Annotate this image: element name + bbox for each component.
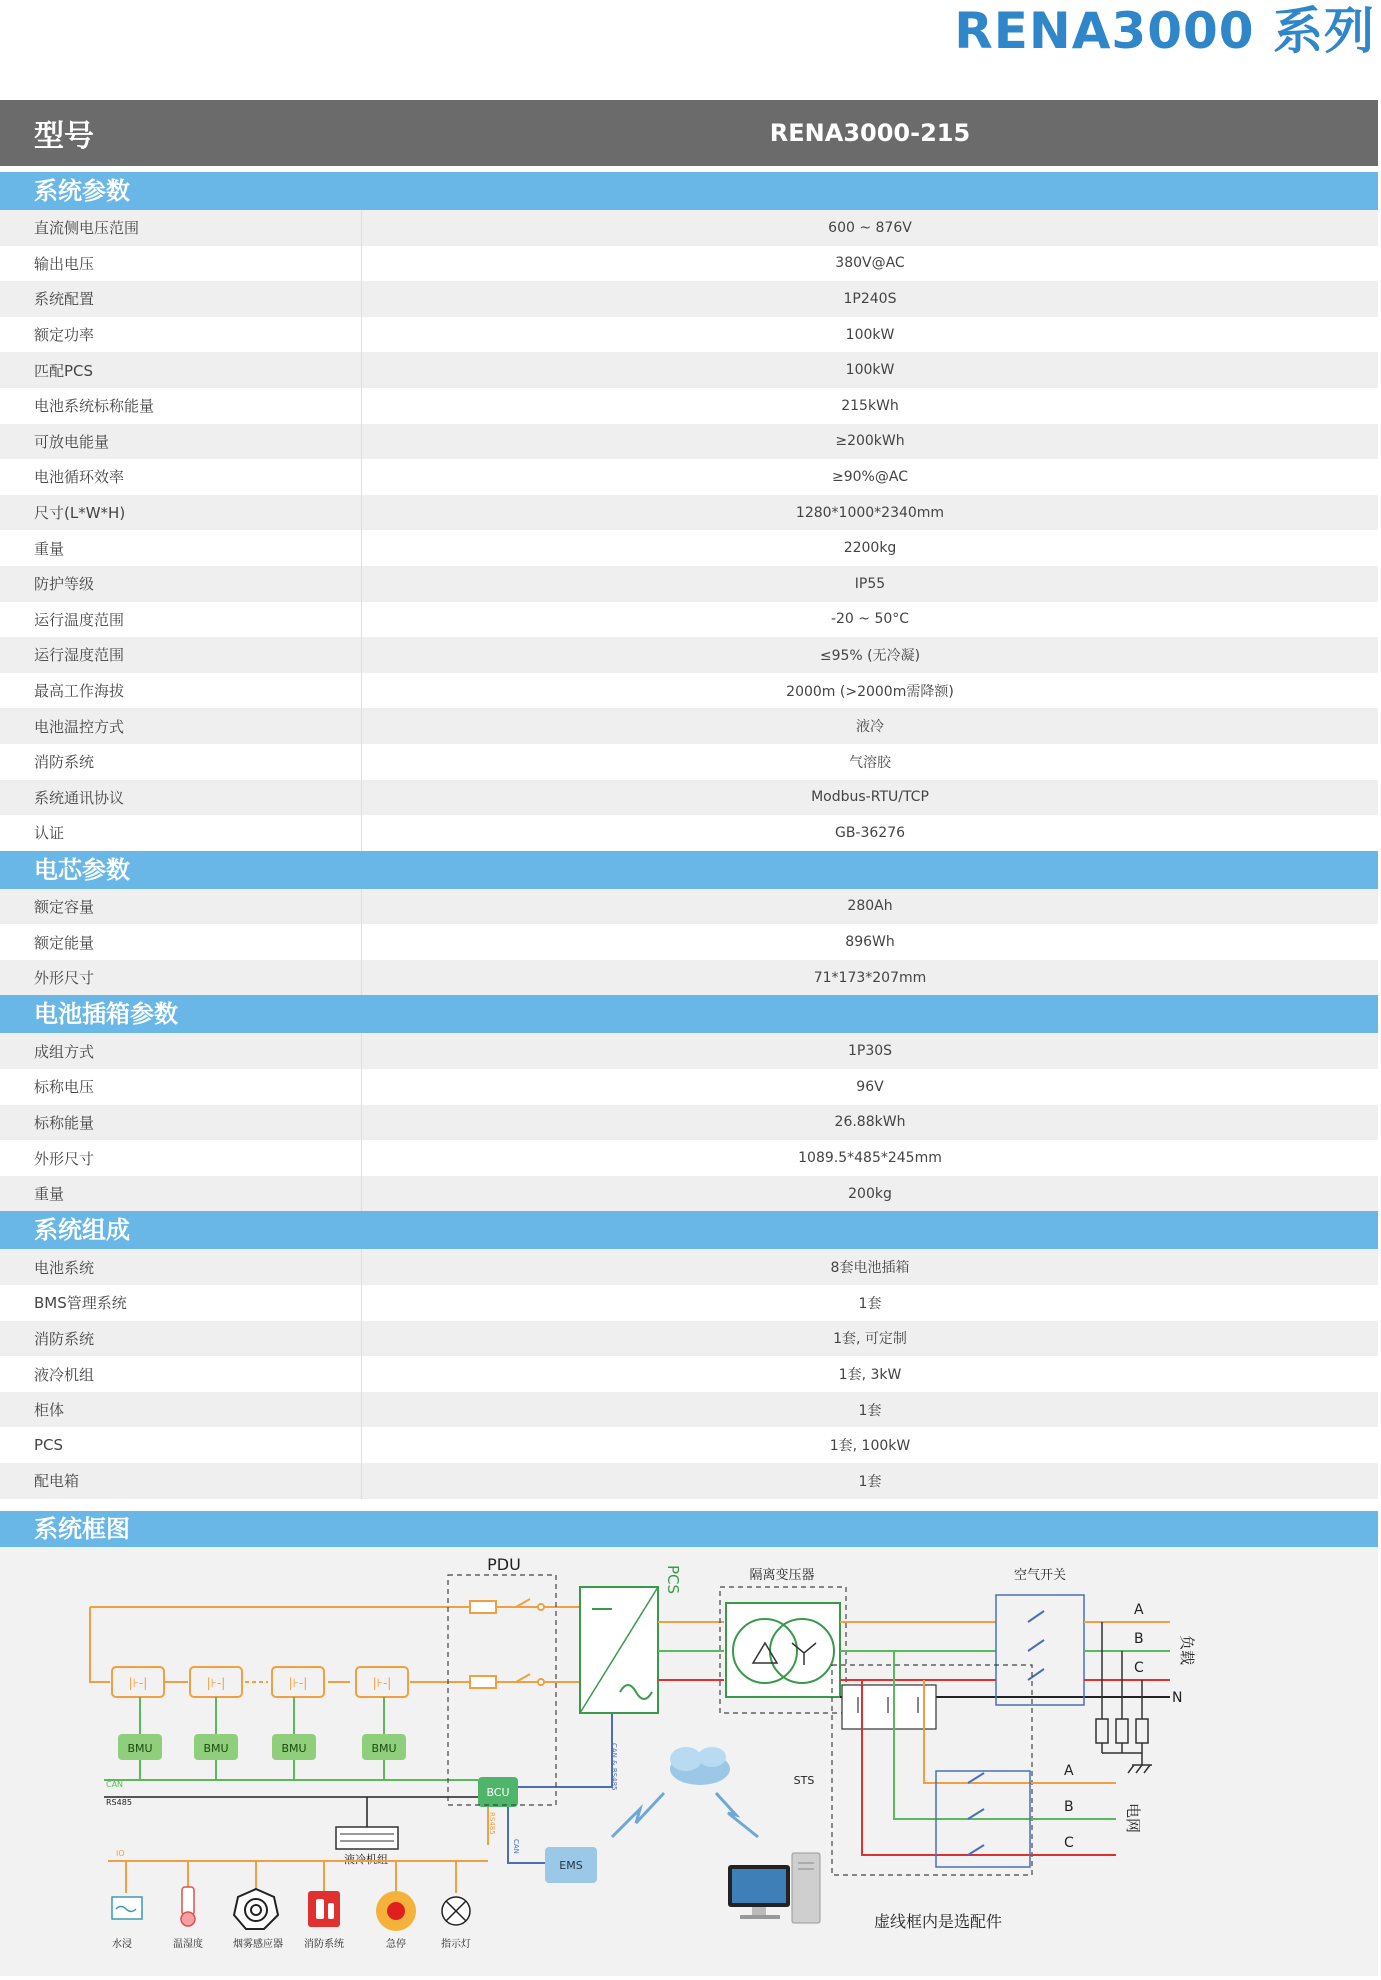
spec-value: 280Ah xyxy=(847,898,893,915)
chiller-label: 液冷机组 xyxy=(344,1853,388,1866)
grid-label: 电网 xyxy=(1124,1803,1142,1834)
spec-row xyxy=(0,960,1378,996)
spec-row xyxy=(0,388,1378,424)
spec-label: 消防系统 xyxy=(0,1321,362,1357)
spec-value: 1套 xyxy=(858,1402,882,1419)
grid-phase-a: A xyxy=(1064,1763,1074,1779)
spec-value: 1套, 3kW xyxy=(838,1367,902,1384)
can-label: CAN xyxy=(106,1780,124,1789)
spec-label: 外形尺寸 xyxy=(0,1140,362,1176)
spec-label: 标称能量 xyxy=(0,1105,362,1141)
spec-row xyxy=(0,1249,1378,1285)
spec-label: 电池循环效率 xyxy=(0,459,362,495)
sensor-label: 急停 xyxy=(386,1939,406,1950)
spec-value: 1套, 可定制 xyxy=(833,1331,907,1348)
pdu-label: PDU xyxy=(487,1555,521,1574)
spec-row xyxy=(0,210,1378,246)
spec-value: 71*173*207mm xyxy=(813,969,927,986)
section-title: 系统组成 xyxy=(0,1211,1378,1249)
spec-label: 最高工作海拔 xyxy=(0,673,362,709)
transformer-box xyxy=(726,1603,840,1697)
spec-row xyxy=(0,317,1378,353)
spec-value: 1280*1000*2340mm xyxy=(795,504,945,521)
io-label: IO xyxy=(116,1849,125,1858)
spec-value: 100kW xyxy=(845,362,895,379)
model-label: 型号 xyxy=(34,119,94,154)
spec-label: BMS管理系统 xyxy=(0,1285,362,1321)
system-diagram-svg xyxy=(0,1547,1378,1976)
spec-row xyxy=(0,924,1378,960)
spec-row xyxy=(0,495,1378,531)
spec-label: 防护等级 xyxy=(0,566,362,602)
optional-note: 虚线框内是选配件 xyxy=(874,1912,1003,1931)
spec-label: 系统配置 xyxy=(0,281,362,317)
spec-row xyxy=(0,1463,1378,1499)
spec-row xyxy=(0,1285,1378,1321)
system-diagram xyxy=(0,1547,1378,1976)
bmu-units xyxy=(118,1734,406,1760)
battery-pack xyxy=(356,1667,408,1697)
grid-switch-contacts xyxy=(968,1773,984,1855)
spec-label: 认证 xyxy=(0,815,362,851)
ems-label: EMS xyxy=(559,1859,583,1872)
bcu-label: BCU xyxy=(486,1786,510,1799)
can-rs485-label: CAN & RS485 xyxy=(610,1743,618,1791)
grid-phase-b: B xyxy=(1064,1799,1074,1815)
section-title: 电芯参数 xyxy=(0,851,1378,889)
bcu-ems-link xyxy=(508,1807,545,1863)
spec-value: ≤95% (无冷凝) xyxy=(819,647,921,664)
spec-label: 柜体 xyxy=(0,1392,362,1428)
air-switch-box xyxy=(996,1595,1084,1705)
sensor-label: 指示灯 xyxy=(441,1939,471,1950)
spec-row xyxy=(0,602,1378,638)
water-sensor-icon xyxy=(112,1897,142,1919)
load-label: 负载 xyxy=(1178,1635,1196,1666)
spec-value: 896Wh xyxy=(845,934,895,951)
grid-phase-c: C xyxy=(1064,1835,1074,1851)
battery-pack xyxy=(190,1667,242,1697)
smoke-detector-icon xyxy=(234,1889,278,1929)
battery-pack xyxy=(272,1667,324,1697)
svg-text:|⊦-|: |⊦-| xyxy=(206,1676,226,1690)
bcu-rs485-label: RS485 xyxy=(488,1812,496,1835)
spec-label: 额定容量 xyxy=(0,889,362,925)
model-header-row xyxy=(0,100,1378,166)
spec-row xyxy=(0,459,1378,495)
brand-title: RENA3000 系列 xyxy=(954,2,1375,60)
spec-label: 系统通讯协议 xyxy=(0,780,362,816)
spec-label: 重量 xyxy=(0,530,362,566)
spec-row xyxy=(0,1069,1378,1105)
diagram-section-title: 系统框图 xyxy=(0,1511,1378,1547)
spec-value: 26.88kWh xyxy=(834,1114,906,1131)
spec-row xyxy=(0,1140,1378,1176)
spec-row xyxy=(0,744,1378,780)
spec-value: 液冷 xyxy=(856,719,884,736)
spec-value: ≥90%@AC xyxy=(832,468,908,485)
spec-row xyxy=(0,1105,1378,1141)
load-phase-c: C xyxy=(1134,1660,1144,1676)
fire-system-icon xyxy=(308,1891,340,1927)
spec-row xyxy=(0,424,1378,460)
pcs-label: PCS xyxy=(664,1565,682,1595)
temp-humidity-icon xyxy=(181,1887,195,1926)
spec-label: 电池温控方式 xyxy=(0,708,362,744)
spec-value: 200kg xyxy=(848,1185,892,1202)
sensor-label: 消防系统 xyxy=(304,1939,344,1950)
spec-value: 100kW xyxy=(845,326,895,343)
bmu-label: BMU xyxy=(203,1742,229,1755)
ems-can-label: CAN xyxy=(512,1839,520,1854)
sensor-label: 温湿度 xyxy=(173,1939,203,1950)
spec-row xyxy=(0,1356,1378,1392)
battery-pack xyxy=(112,1667,164,1697)
spec-label: 运行湿度范围 xyxy=(0,637,362,673)
pdu-components xyxy=(470,1599,544,1688)
sts-label: STS xyxy=(793,1774,815,1787)
spec-label: 消防系统 xyxy=(0,744,362,780)
grid-lines xyxy=(862,1651,1116,1855)
spec-label: PCS xyxy=(0,1427,362,1463)
svg-text:|⊦-|: |⊦-| xyxy=(128,1676,148,1690)
spec-row xyxy=(0,530,1378,566)
sensor-label: 烟雾感应器 xyxy=(233,1939,283,1950)
transformer-label: 隔离变压器 xyxy=(749,1568,815,1583)
neutral-label: N xyxy=(1172,1690,1183,1706)
bmu-label: BMU xyxy=(281,1742,307,1755)
air-switch-label: 空气开关 xyxy=(1013,1568,1067,1583)
spec-value: 600 ~ 876V xyxy=(828,219,912,236)
spec-row xyxy=(0,1321,1378,1357)
spec-row xyxy=(0,1427,1378,1463)
spec-row xyxy=(0,246,1378,282)
spec-label: 输出电压 xyxy=(0,246,362,282)
spec-value: 96V xyxy=(856,1078,884,1095)
indicator-light-icon xyxy=(442,1897,470,1925)
spec-value: 气溶胶 xyxy=(849,754,891,771)
spec-label: 尺寸(L*W*H) xyxy=(0,495,362,531)
cloud-icon xyxy=(670,1747,730,1785)
emergency-stop-icon xyxy=(376,1891,416,1931)
spec-value: 1套, 100kW xyxy=(829,1438,911,1455)
spec-value: ≥200kWh xyxy=(835,433,905,450)
load-phase-b: B xyxy=(1134,1631,1144,1647)
spec-label: 液冷机组 xyxy=(0,1356,362,1392)
spec-label: 额定能量 xyxy=(0,924,362,960)
spec-label: 可放电能量 xyxy=(0,424,362,460)
spec-label: 匹配PCS xyxy=(0,352,362,388)
spec-value: 8套电池插箱 xyxy=(830,1260,910,1277)
bmu-label: BMU xyxy=(127,1742,153,1755)
io-drops xyxy=(126,1861,456,1893)
spec-label: 电池系统 xyxy=(0,1249,362,1285)
svg-text:|⊦-|: |⊦-| xyxy=(372,1676,392,1690)
spec-table xyxy=(0,172,1378,1499)
spec-row xyxy=(0,637,1378,673)
spec-label: 成组方式 xyxy=(0,1033,362,1069)
spec-row xyxy=(0,815,1378,851)
spec-value: 1P30S xyxy=(847,1043,893,1060)
spec-row xyxy=(0,1392,1378,1428)
load-lines xyxy=(1084,1622,1170,1680)
chiller-icon xyxy=(336,1827,398,1849)
spec-row xyxy=(0,352,1378,388)
spec-row xyxy=(0,708,1378,744)
spec-row xyxy=(0,673,1378,709)
can-bus xyxy=(104,1760,478,1780)
pcs-transformer-lines xyxy=(658,1622,724,1680)
wireless-link-icon xyxy=(612,1793,758,1837)
spec-value: 215kWh xyxy=(841,397,899,414)
spec-label: 运行温度范围 xyxy=(0,602,362,638)
computer-icon xyxy=(728,1853,820,1923)
spec-label: 电池系统标称能量 xyxy=(0,388,362,424)
sensor-label: 水浸 xyxy=(112,1939,132,1950)
spec-value: 1套 xyxy=(858,1295,882,1312)
spec-row xyxy=(0,1033,1378,1069)
spec-value: -20 ~ 50°C xyxy=(830,611,910,628)
spec-value: IP55 xyxy=(854,575,886,592)
spec-label: 配电箱 xyxy=(0,1463,362,1499)
spec-label: 直流侧电压范围 xyxy=(0,210,362,246)
spec-label: 额定功率 xyxy=(0,317,362,353)
model-value: RENA3000-215 xyxy=(769,119,971,147)
section-title: 系统参数 xyxy=(0,172,1378,210)
bmu-links xyxy=(140,1697,384,1734)
spec-label: 重量 xyxy=(0,1176,362,1212)
spec-row xyxy=(0,566,1378,602)
svg-text:|⊦-|: |⊦-| xyxy=(288,1676,308,1690)
spec-row xyxy=(0,281,1378,317)
spec-label: 标称电压 xyxy=(0,1069,362,1105)
spec-value: GB-36276 xyxy=(834,824,906,841)
section-title: 电池插箱参数 xyxy=(0,995,1378,1033)
spec-value: 1P240S xyxy=(843,290,897,307)
rs485-label: RS485 xyxy=(106,1798,132,1807)
spec-value: 1089.5*485*245mm xyxy=(798,1150,942,1167)
spec-value: 2200kg xyxy=(843,540,897,557)
spec-value: 2000m (>2000m需降额) xyxy=(786,683,954,700)
sts-switch-block xyxy=(842,1685,936,1729)
spec-row xyxy=(0,1176,1378,1212)
spec-row xyxy=(0,889,1378,925)
spec-value: 1套 xyxy=(858,1473,882,1490)
spec-label: 外形尺寸 xyxy=(0,960,362,996)
spec-value: Modbus-RTU/TCP xyxy=(811,789,929,806)
spec-value: 380V@AC xyxy=(835,255,905,272)
load-phase-a: A xyxy=(1134,1602,1144,1618)
air-switch-contacts xyxy=(1028,1611,1044,1680)
spec-row xyxy=(0,780,1378,816)
bmu-label: BMU xyxy=(371,1742,397,1755)
